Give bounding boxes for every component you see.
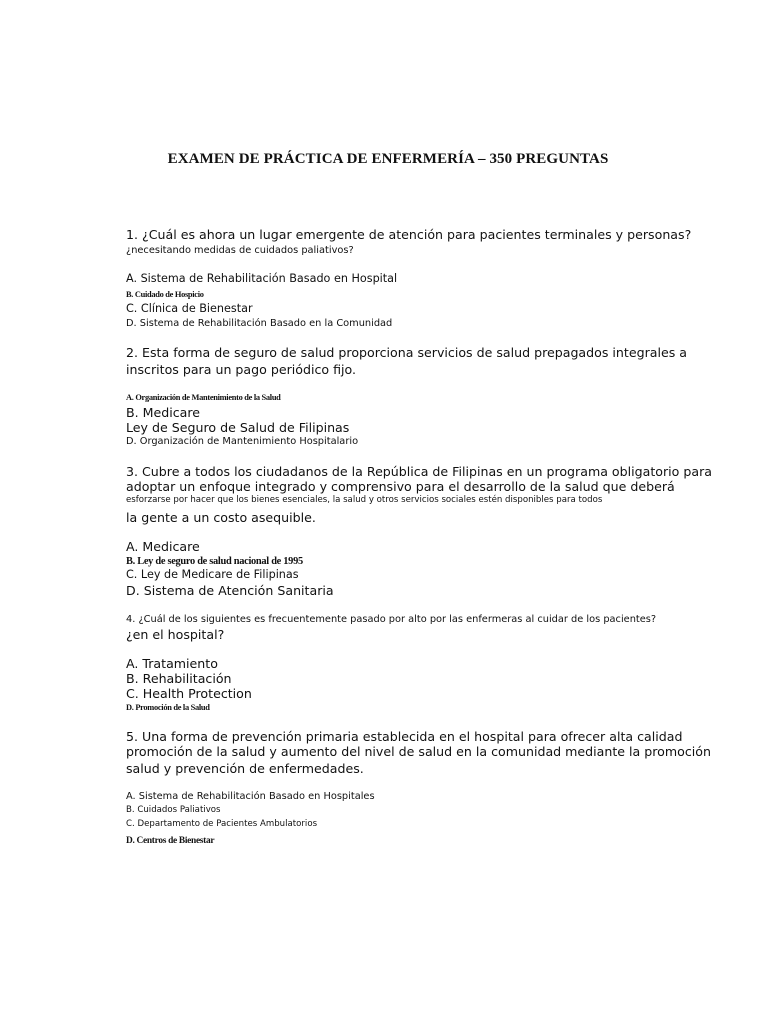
q3-option-a: A. Medicare [126, 539, 200, 554]
q2-option-c: Ley de Seguro de Salud de Filipinas [126, 420, 350, 435]
q3-stem-line-2: adoptar un enfoque integrado y comprensivo para el desarrollo de la salud que deberá [126, 479, 675, 494]
q1-option-c: C. Clínica de Bienestar [126, 302, 253, 315]
q3-option-b-answer: B. Ley de seguro de salud nacional de 1995 [126, 556, 303, 567]
q1-option-a: A. Sistema de Rehabilitación Basado en Hospital [126, 272, 398, 285]
q4-option-a: A. Tratamiento [126, 656, 218, 671]
q4-option-d-answer: D. Promoción de la Salud [126, 703, 210, 712]
q2-stem-line-1: 2. Esta forma de seguro de salud proporciona servicios de salud prepagados integrales a [126, 345, 687, 360]
q3-stem-line-1: 3. Cubre a todos los ciudadanos de la República de Filipinas en un programa obligatorio para [126, 464, 712, 479]
q3-option-d: D. Sistema de Atención Sanitaria [126, 583, 334, 598]
q2-option-d: D. Organización de Mantenimiento Hospitalario [126, 436, 359, 447]
q5-stem-line-1: 5. Una forma de prevención primaria establecida en el hospital para ofrecer alta calidad [126, 729, 683, 744]
q2-option-a-answer: A. Organización de Mantenimiento de la Salud [126, 393, 281, 402]
q4-stem-line-1: 4. ¿Cuál de los siguientes es frecuentemente pasado por alto por las enfermeras al cuidar de los pacientes? [126, 614, 657, 625]
q2-option-b: B. Medicare [126, 405, 201, 420]
q5-stem-line-2: promoción de la salud y aumento del nivel de salud en la comunidad mediante la promoción [126, 744, 711, 759]
q4-option-c: C. Health Protection [126, 686, 252, 701]
q5-option-d-answer: D. Centros de Bienestar [126, 836, 215, 846]
q3-stem-line-3: esforzarse por hacer que los bienes esenciales, la salud y otros servicios sociales estén disponibles para todos [126, 495, 603, 505]
q5-option-a: A. Sistema de Rehabilitación Basado en Hospitales [126, 791, 375, 802]
q3-stem-line-4: la gente a un costo asequible. [126, 510, 316, 525]
q1-option-d: D. Sistema de Rehabilitación Basado en la Comunidad [126, 318, 393, 329]
q3-option-c: C. Ley de Medicare de Filipinas [126, 568, 299, 581]
q4-stem-line-2: ¿en el hospital? [126, 627, 225, 642]
q5-stem-line-3: salud y prevención de enfermedades. [126, 761, 364, 776]
q1-option-b-answer: B. Cuidado de Hospicio [126, 290, 204, 299]
q1-stem-line-2: ¿necesitando medidas de cuidados paliativos? [126, 245, 354, 256]
page-title: EXAMEN DE PRÁCTICA DE ENFERMERÍA – 350 PREGUNTAS [167, 151, 609, 167]
q5-option-b: B. Cuidados Paliativos [126, 805, 221, 815]
q2-stem-line-2: inscritos para un pago periódico fijo. [126, 362, 357, 377]
q4-option-b: B. Rehabilitación [126, 671, 232, 686]
q5-option-c: C. Departamento de Pacientes Ambulatorios [126, 819, 318, 829]
q1-stem-line-1: 1. ¿Cuál es ahora un lugar emergente de atención para pacientes terminales y personas? [126, 227, 692, 242]
